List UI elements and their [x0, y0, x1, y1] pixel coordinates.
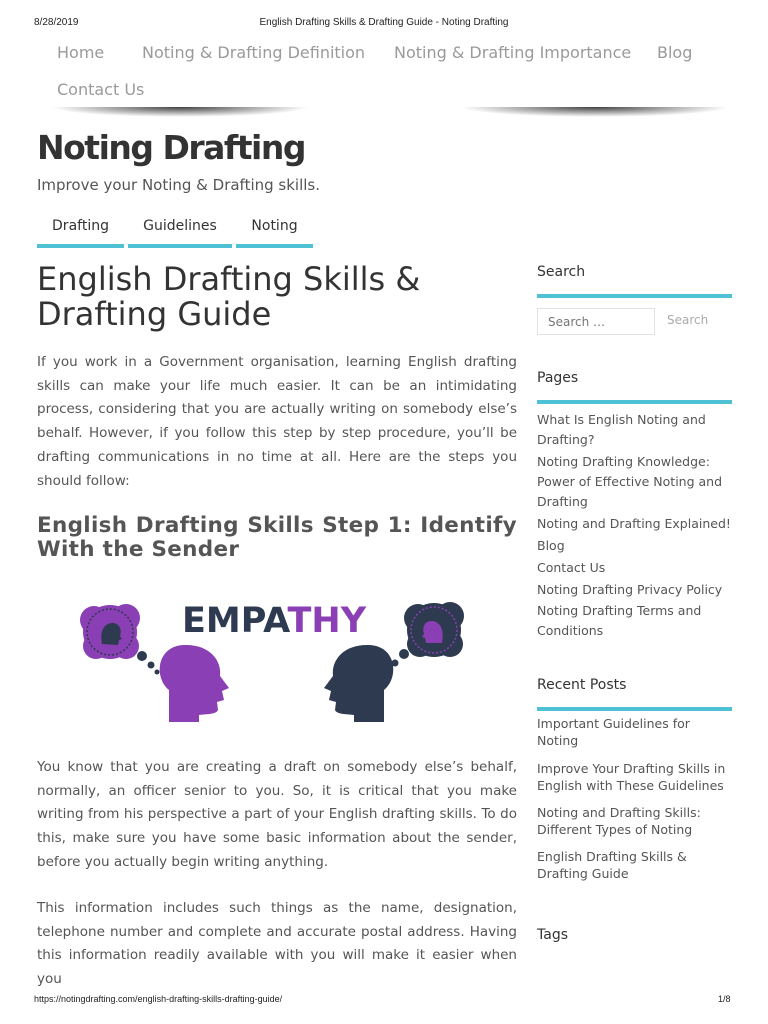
- category-guidelines[interactable]: Guidelines: [128, 217, 232, 248]
- category-noting[interactable]: Noting: [236, 217, 313, 248]
- step1-heading: English Drafting Skills Step 1: Identify With the Sender: [37, 513, 517, 562]
- sidebar-page-link[interactable]: Blog: [537, 538, 565, 553]
- search-widget-title: Search: [537, 264, 732, 298]
- post-paragraph-2: You know that you are creating a draft on somebody else’s behalf, normally, an officer senior to you. So, it is critical that you make writing from his perspective a part of your English drafting skills. To do this, make sure you have some basic information about the sender, before you actually begin writing anything.: [37, 759, 517, 870]
- nav-definition[interactable]: Noting & Drafting Definition: [142, 43, 366, 62]
- thought-bubble-left-icon: [80, 604, 160, 675]
- post-title: English Drafting Skills & Drafting Guide: [37, 260, 421, 333]
- sidebar-page-link[interactable]: Noting and Drafting Explained!: [537, 516, 731, 531]
- print-footer-url: https://notingdrafting.com/english-drafting-skills-drafting-guide/: [34, 994, 283, 1004]
- recent-post-link[interactable]: Important Guidelines for Noting: [537, 716, 690, 748]
- search-input[interactable]: [537, 308, 655, 335]
- sidebar-page-link[interactable]: Contact Us: [537, 560, 606, 575]
- nav-importance[interactable]: Noting & Drafting Importance: [394, 43, 632, 62]
- sidebar-page-link[interactable]: Noting Drafting Privacy Policy: [537, 582, 723, 597]
- nav-home[interactable]: Home: [57, 43, 105, 62]
- empathy-illustration: [74, 590, 474, 722]
- sidebar-page-link[interactable]: Noting Drafting Knowledge: Power of Effective Noting and Drafting: [537, 454, 723, 509]
- site-title[interactable]: Noting Drafting: [37, 128, 305, 167]
- sidebar-page-link[interactable]: What Is English Noting and Drafting?: [537, 412, 706, 447]
- recent-posts-widget-title: Recent Posts: [537, 677, 732, 711]
- recent-post-link[interactable]: Improve Your Drafting Skills in English with These Guidelines: [537, 761, 726, 793]
- recent-post-link[interactable]: English Drafting Skills & Drafting Guide: [537, 849, 687, 881]
- sidebar-page-link[interactable]: Noting Drafting Terms and Conditions: [537, 603, 702, 638]
- post-intro-paragraph: If you work in a Government organisation, learning English drafting skills can make your life much easier. It can be an intimidating process, considering that you are actually writing on somebody else’s behalf. However, if you follow this step by step procedure, you’ll be drafting communications in no time at all. Here are the steps you should follow:: [37, 354, 517, 489]
- site-tagline: Improve your Noting & Drafting skills.: [37, 176, 321, 194]
- print-header: [0, 0, 768, 46]
- print-date: 8/28/2019: [34, 17, 79, 28]
- nav-shadow-left: [50, 107, 310, 117]
- head-right-icon: [324, 645, 393, 722]
- pages-widget-title: Pages: [537, 370, 732, 404]
- empathy-word: EMPATHY: [182, 601, 367, 641]
- post-paragraph-3: This information includes such things as the name, designation, telephone number and complete and accurate postal address. Having this information readily available with you will make it easier when you: [37, 900, 517, 988]
- nav-blog[interactable]: Blog: [657, 43, 693, 62]
- recent-post-link[interactable]: Noting and Drafting Skills: Different Types of Noting: [537, 805, 701, 837]
- nav-contact[interactable]: Contact Us: [57, 80, 145, 99]
- print-page-number: 1/8: [718, 994, 731, 1004]
- category-drafting[interactable]: Drafting: [37, 217, 124, 248]
- thought-bubble-right-icon: [386, 602, 465, 673]
- nav-shadow-right: [460, 107, 730, 117]
- print-doc-title: English Drafting Skills & Drafting Guide - Noting Drafting: [259, 17, 509, 28]
- head-left-icon: [160, 645, 229, 722]
- search-button[interactable]: Search: [667, 313, 709, 327]
- tags-widget-title: Tags: [537, 927, 568, 943]
